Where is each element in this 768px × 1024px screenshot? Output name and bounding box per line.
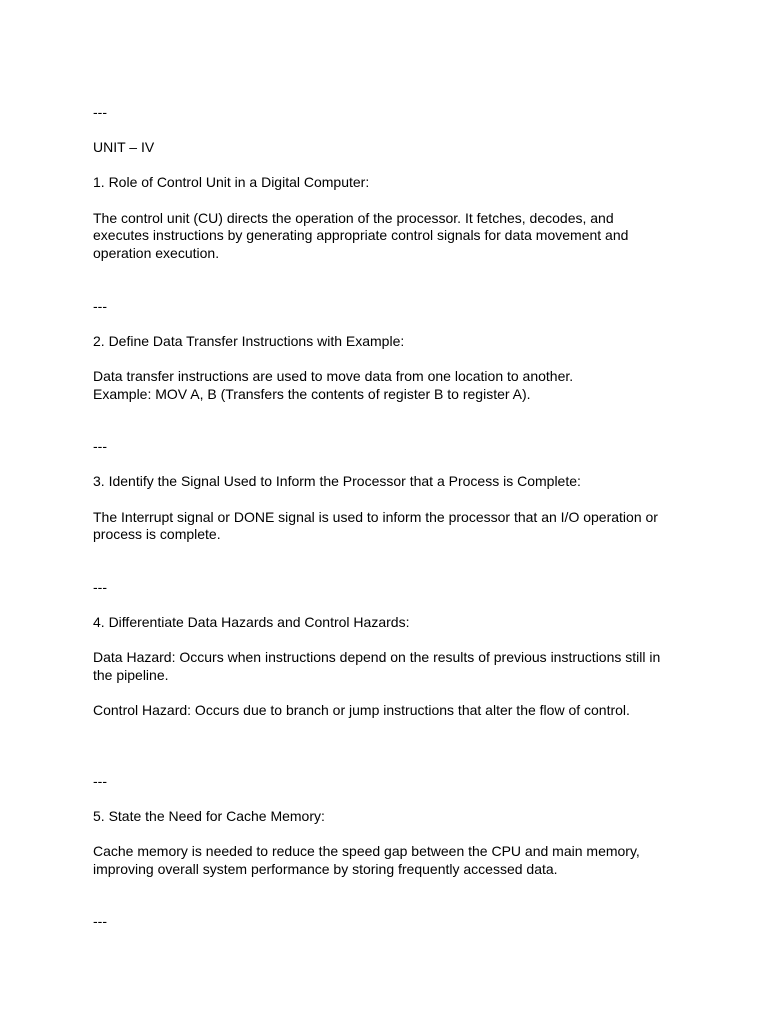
separator: ---	[93, 913, 107, 930]
question-4-control-hazard: Control Hazard: Occurs due to branch or jump instructions that alter the flow of control.	[93, 702, 630, 719]
question-4-data-hazard: Data Hazard: Occurs when instructions depend on the results of previous instructions still in the pipeline.	[93, 649, 661, 683]
unit-title: UNIT – IV	[93, 139, 155, 156]
question-5-answer: Cache memory is needed to reduce the speed gap between the CPU and main memory, improving overall system performance by storing frequently accessed data.	[93, 842, 640, 877]
question-2-answer: Data transfer instructions are used to move data from one location to another. Example: MOV A, B (Transfers the contents of register B to register A).	[93, 367, 574, 402]
question-3-answer: The Interrupt signal or DONE signal is used to inform the processor that an I/O operation or process is complete.	[93, 508, 658, 543]
question-4-heading: 4. Differentiate Data Hazards and Control Hazards:	[93, 614, 410, 631]
separator: ---	[93, 772, 107, 789]
question-2-heading: 2. Define Data Transfer Instructions with Example:	[93, 332, 405, 349]
separator: ---	[93, 104, 107, 120]
separator: ---	[93, 297, 107, 314]
question-3-heading: 3. Identify the Signal Used to Inform the Processor that a Process is Complete:	[93, 473, 581, 490]
question-1-heading: 1. Role of Control Unit in a Digital Computer:	[93, 174, 370, 191]
question-1-answer: The control unit (CU) directs the operation of the processor. It fetches, decodes, and executes instructions by generating appropriate control signals for data movement and operation execution.	[93, 209, 629, 261]
document-body	[93, 104, 683, 949]
question-5-heading: 5. State the Need for Cache Memory:	[93, 807, 325, 824]
separator: ---	[93, 579, 107, 596]
separator: ---	[93, 438, 107, 455]
